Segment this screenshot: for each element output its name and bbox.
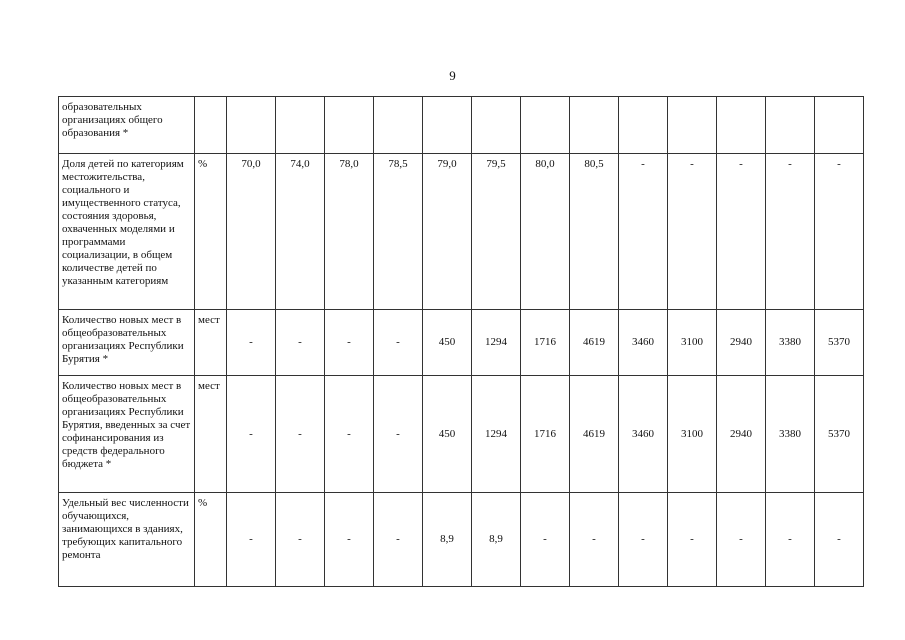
value-cell (325, 97, 374, 154)
value-cell: - (717, 493, 766, 587)
value-cell: 450 (423, 310, 472, 376)
value-cell: - (668, 493, 717, 587)
value-cell (668, 97, 717, 154)
value-cell: - (815, 493, 864, 587)
value-cell (472, 97, 521, 154)
unit-cell (195, 97, 227, 154)
value-cell: 1716 (521, 310, 570, 376)
value-cell: - (227, 493, 276, 587)
value-cell: - (276, 493, 325, 587)
indicator-label: Доля детей по категориям местожительства, социального и имущественного статуса, состояния здоровья, охваченных моделями и программами социализации, в общем количестве детей по указанным категориям (59, 154, 195, 310)
page-number: 9 (449, 68, 456, 83)
value-cell (276, 97, 325, 154)
unit-cell: мест (195, 310, 227, 376)
indicator-label: Количество новых мест в общеобразовательных организациях Республики Бурятия, введенных за счет софинансирования из средств федерального бюджета * (59, 376, 195, 493)
value-cell: 1716 (521, 376, 570, 493)
unit-cell: % (195, 154, 227, 310)
value-cell: 79,0 (423, 154, 472, 310)
value-cell: 1294 (472, 376, 521, 493)
indicator-label: Количество новых мест в общеобразовательных организациях Республики Бурятия * (59, 310, 195, 376)
value-cell: - (325, 493, 374, 587)
indicators-table (58, 96, 864, 587)
table-body (59, 97, 864, 587)
value-cell: 5370 (815, 376, 864, 493)
value-cell: - (521, 493, 570, 587)
value-cell: 78,5 (374, 154, 423, 310)
value-cell: 79,5 (472, 154, 521, 310)
table-row (59, 493, 864, 587)
table-row (59, 154, 864, 310)
value-cell: 2940 (717, 310, 766, 376)
value-cell (815, 97, 864, 154)
value-cell: 78,0 (325, 154, 374, 310)
table-row (59, 310, 864, 376)
value-cell: - (325, 376, 374, 493)
value-cell: - (227, 376, 276, 493)
value-cell: 3380 (766, 376, 815, 493)
value-cell: 3460 (619, 376, 668, 493)
value-cell (521, 97, 570, 154)
value-cell (717, 97, 766, 154)
value-cell: - (374, 376, 423, 493)
table-row (59, 376, 864, 493)
value-cell: - (766, 154, 815, 310)
value-cell (227, 97, 276, 154)
value-cell: 80,0 (521, 154, 570, 310)
value-cell: - (276, 310, 325, 376)
value-cell: - (325, 310, 374, 376)
value-cell: 3100 (668, 376, 717, 493)
value-cell (423, 97, 472, 154)
value-cell: - (766, 493, 815, 587)
value-cell: - (374, 493, 423, 587)
value-cell: - (668, 154, 717, 310)
value-cell: 70,0 (227, 154, 276, 310)
value-cell: 3460 (619, 310, 668, 376)
value-cell: 80,5 (570, 154, 619, 310)
value-cell: 5370 (815, 310, 864, 376)
value-cell: 8,9 (472, 493, 521, 587)
value-cell: 2940 (717, 376, 766, 493)
table-row (59, 97, 864, 154)
unit-cell: % (195, 493, 227, 587)
value-cell: - (570, 493, 619, 587)
indicator-label: Удельный вес численности обучающихся, занимающихся в зданиях, требующих капитального ремонта (59, 493, 195, 587)
value-cell: 4619 (570, 376, 619, 493)
value-cell: - (276, 376, 325, 493)
value-cell: 1294 (472, 310, 521, 376)
indicator-label: образовательных организациях общего образования * (59, 97, 195, 154)
value-cell: - (717, 154, 766, 310)
value-cell: - (815, 154, 864, 310)
value-cell: 8,9 (423, 493, 472, 587)
value-cell: 74,0 (276, 154, 325, 310)
value-cell: 3100 (668, 310, 717, 376)
value-cell: 450 (423, 376, 472, 493)
value-cell (766, 97, 815, 154)
value-cell: - (227, 310, 276, 376)
unit-cell: мест (195, 376, 227, 493)
value-cell: - (619, 493, 668, 587)
value-cell: - (374, 310, 423, 376)
value-cell: - (619, 154, 668, 310)
value-cell (570, 97, 619, 154)
value-cell: 3380 (766, 310, 815, 376)
value-cell (619, 97, 668, 154)
value-cell (374, 97, 423, 154)
value-cell: 4619 (570, 310, 619, 376)
